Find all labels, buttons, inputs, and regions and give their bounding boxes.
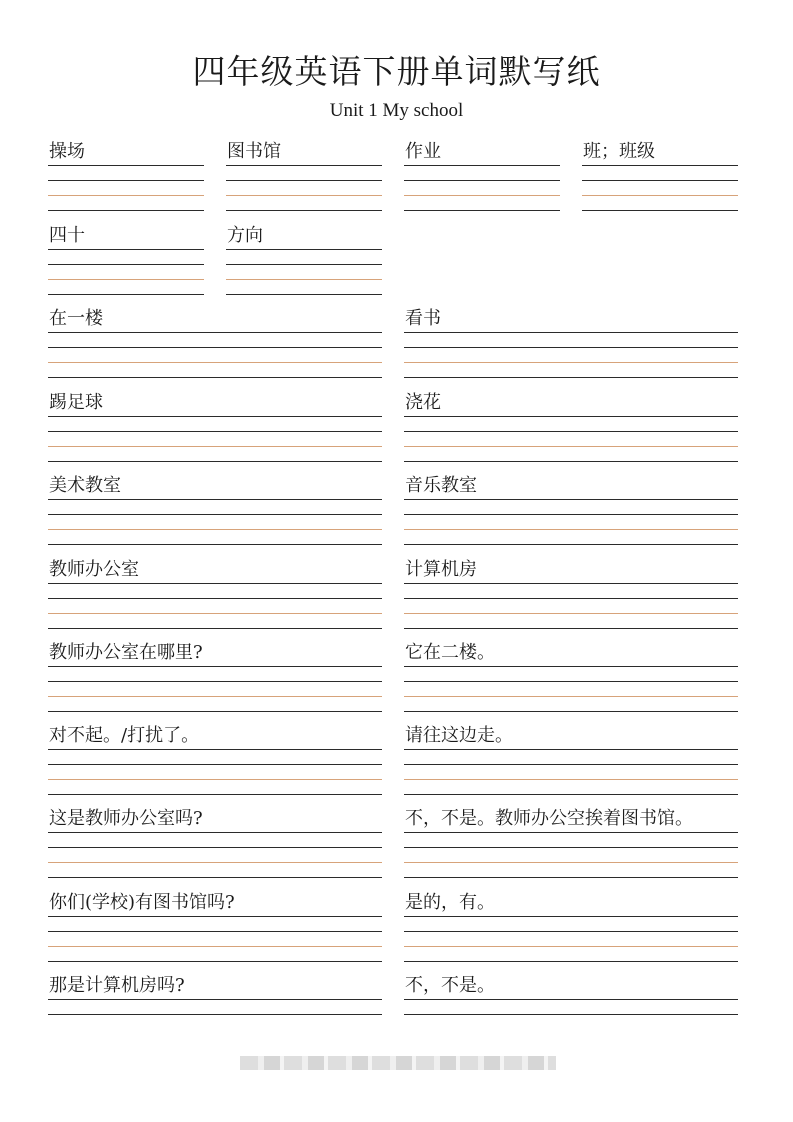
item-prompt: 对不起。/打扰了。	[49, 725, 200, 746]
writing-line[interactable]	[404, 794, 738, 795]
writing-line[interactable]	[48, 499, 382, 500]
item-prompt: 作业	[405, 141, 441, 162]
guide-line[interactable]	[404, 779, 738, 780]
guide-line[interactable]	[48, 779, 382, 780]
writing-line[interactable]	[404, 711, 738, 712]
dictation-item	[48, 140, 204, 216]
writing-line[interactable]	[404, 1014, 738, 1015]
guide-line[interactable]	[226, 195, 382, 196]
writing-line[interactable]	[48, 847, 382, 848]
writing-line[interactable]	[404, 210, 560, 211]
dictation-item	[404, 307, 738, 383]
guide-line[interactable]	[404, 946, 738, 947]
writing-line[interactable]	[404, 749, 738, 750]
guide-line[interactable]	[404, 613, 738, 614]
blurred-watermark	[240, 1056, 556, 1070]
guide-line[interactable]	[48, 362, 382, 363]
guide-line[interactable]	[404, 696, 738, 697]
writing-line[interactable]	[226, 264, 382, 265]
item-prompt: 请往这边走。	[405, 725, 513, 746]
item-prompt: 在一楼	[49, 308, 103, 329]
item-prompt: 操场	[49, 141, 85, 162]
writing-line[interactable]	[404, 916, 738, 917]
writing-line[interactable]	[582, 210, 738, 211]
writing-line[interactable]	[48, 583, 382, 584]
dictation-item	[226, 224, 382, 300]
writing-line[interactable]	[582, 180, 738, 181]
dictation-item	[404, 474, 738, 550]
writing-line[interactable]	[48, 514, 382, 515]
writing-line[interactable]	[48, 832, 382, 833]
writing-line[interactable]	[404, 764, 738, 765]
item-prompt: 你们(学校)有图书馆吗?	[49, 892, 235, 913]
dictation-item	[48, 474, 382, 550]
writing-line[interactable]	[48, 347, 382, 348]
item-prompt: 那是计算机房吗?	[49, 975, 185, 996]
item-prompt: 方向	[227, 225, 263, 246]
dictation-item	[404, 558, 738, 634]
item-prompt: 这是教师办公室吗?	[49, 808, 203, 829]
writing-line[interactable]	[404, 847, 738, 848]
dictation-item	[404, 724, 738, 800]
item-prompt: 音乐教室	[405, 475, 477, 496]
writing-line[interactable]	[404, 544, 738, 545]
dictation-item	[48, 641, 382, 717]
item-prompt: 教师办公室在哪里?	[49, 642, 203, 663]
item-prompt: 它在二楼。	[405, 642, 495, 663]
guide-line[interactable]	[48, 279, 204, 280]
writing-line[interactable]	[48, 916, 382, 917]
writing-line[interactable]	[48, 598, 382, 599]
writing-line[interactable]	[48, 764, 382, 765]
page-title: 四年级英语下册单词默写纸	[192, 52, 601, 91]
writing-line[interactable]	[48, 999, 382, 1000]
writing-line[interactable]	[48, 544, 382, 545]
guide-line[interactable]	[226, 279, 382, 280]
guide-line[interactable]	[48, 613, 382, 614]
writing-line[interactable]	[404, 999, 738, 1000]
item-prompt: 美术教室	[49, 475, 121, 496]
item-prompt: 计算机房	[405, 559, 477, 580]
item-prompt: 浇花	[405, 392, 441, 413]
writing-line[interactable]	[48, 877, 382, 878]
writing-line[interactable]	[404, 681, 738, 682]
item-prompt: 教师办公室	[49, 559, 139, 580]
dictation-item	[48, 974, 382, 1016]
writing-line[interactable]	[48, 961, 382, 962]
guide-line[interactable]	[48, 446, 382, 447]
dictation-item	[48, 891, 382, 967]
item-prompt: 不，不是。	[405, 975, 495, 996]
writing-line[interactable]	[404, 877, 738, 878]
writing-line[interactable]	[226, 249, 382, 250]
writing-line[interactable]	[48, 711, 382, 712]
dictation-item	[404, 140, 560, 216]
unit-subtitle: Unit 1 My school	[329, 100, 464, 121]
guide-line[interactable]	[404, 446, 738, 447]
dictation-item	[404, 641, 738, 717]
guide-line[interactable]	[404, 862, 738, 863]
writing-line[interactable]	[48, 666, 382, 667]
item-prompt: 图书馆	[227, 141, 281, 162]
guide-line[interactable]	[404, 195, 560, 196]
dictation-item	[48, 224, 204, 300]
writing-line[interactable]	[404, 180, 560, 181]
dictation-item	[404, 807, 738, 883]
writing-line[interactable]	[404, 583, 738, 584]
writing-line[interactable]	[404, 377, 738, 378]
guide-line[interactable]	[582, 195, 738, 196]
writing-line[interactable]	[404, 931, 738, 932]
dictation-item	[404, 974, 738, 1016]
guide-line[interactable]	[48, 696, 382, 697]
writing-line[interactable]	[404, 499, 738, 500]
guide-line[interactable]	[48, 529, 382, 530]
writing-line[interactable]	[48, 416, 382, 417]
writing-line[interactable]	[404, 461, 738, 462]
item-prompt: 是的，有。	[405, 892, 495, 913]
writing-line[interactable]	[48, 332, 382, 333]
guide-line[interactable]	[48, 946, 382, 947]
writing-line[interactable]	[404, 598, 738, 599]
writing-line[interactable]	[48, 681, 382, 682]
writing-line[interactable]	[404, 165, 560, 166]
writing-line[interactable]	[404, 832, 738, 833]
writing-line[interactable]	[404, 628, 738, 629]
guide-line[interactable]	[48, 862, 382, 863]
writing-line[interactable]	[48, 294, 204, 295]
writing-line[interactable]	[226, 210, 382, 211]
guide-line[interactable]	[404, 529, 738, 530]
writing-line[interactable]	[404, 332, 738, 333]
writing-line[interactable]	[404, 347, 738, 348]
writing-line[interactable]	[48, 749, 382, 750]
writing-line[interactable]	[48, 210, 204, 211]
writing-line[interactable]	[226, 165, 382, 166]
dictation-item	[404, 391, 738, 467]
writing-line[interactable]	[404, 961, 738, 962]
guide-line[interactable]	[48, 195, 204, 196]
item-prompt: 看书	[405, 308, 441, 329]
writing-line[interactable]	[48, 461, 382, 462]
writing-line[interactable]	[48, 165, 204, 166]
writing-line[interactable]	[48, 794, 382, 795]
writing-line[interactable]	[226, 294, 382, 295]
dictation-item	[48, 807, 382, 883]
dictation-item	[48, 391, 382, 467]
writing-line[interactable]	[48, 377, 382, 378]
writing-line[interactable]	[582, 165, 738, 166]
dictation-item	[48, 307, 382, 383]
item-prompt: 踢足球	[49, 392, 103, 413]
writing-line[interactable]	[48, 249, 204, 250]
dictation-item	[48, 724, 382, 800]
writing-line[interactable]	[404, 416, 738, 417]
writing-line[interactable]	[48, 431, 382, 432]
writing-line[interactable]	[404, 666, 738, 667]
dictation-item	[226, 140, 382, 216]
writing-line[interactable]	[404, 514, 738, 515]
writing-line[interactable]	[48, 628, 382, 629]
writing-line[interactable]	[226, 180, 382, 181]
item-prompt: 四十	[49, 225, 85, 246]
writing-line[interactable]	[48, 264, 204, 265]
writing-line[interactable]	[404, 431, 738, 432]
dictation-item	[48, 558, 382, 634]
dictation-item	[582, 140, 738, 216]
writing-line[interactable]	[48, 931, 382, 932]
dictation-item	[404, 891, 738, 967]
writing-line[interactable]	[48, 1014, 382, 1015]
item-prompt: 不，不是。教师办公空挨着图书馆。	[405, 808, 693, 829]
guide-line[interactable]	[404, 362, 738, 363]
item-prompt: 班；班级	[583, 141, 655, 162]
writing-line[interactable]	[48, 180, 204, 181]
